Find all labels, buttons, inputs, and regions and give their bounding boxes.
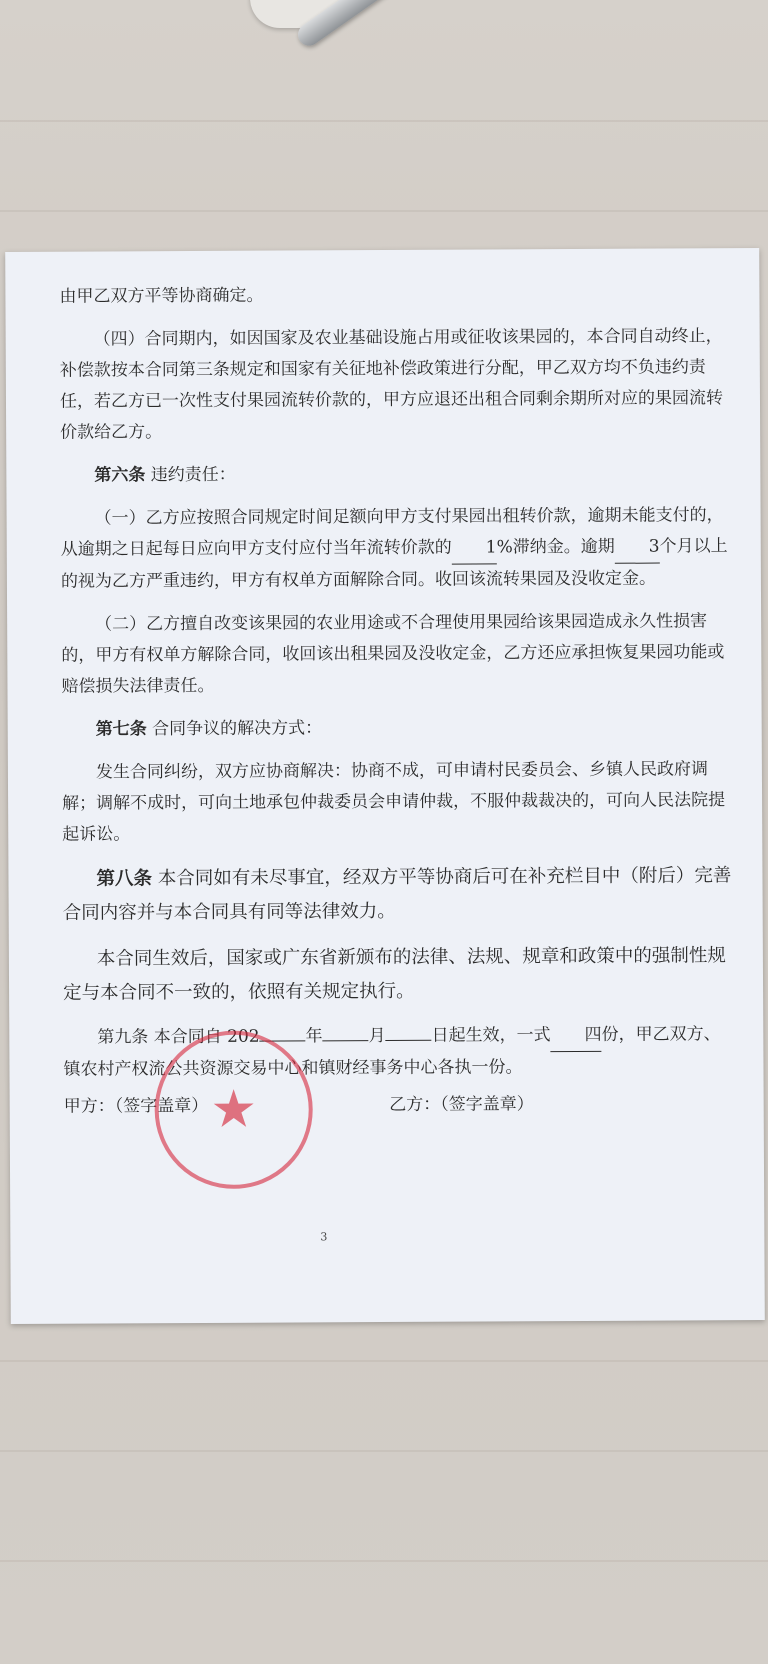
article-8 [62, 859, 732, 931]
red-star-seal-icon [154, 1030, 313, 1189]
month-blank [323, 1022, 369, 1041]
contract-page [5, 248, 765, 1324]
article-7-title: 第七条 [95, 719, 147, 740]
page-number: 3 [320, 1230, 328, 1244]
text-line-top: 由甲乙双方平等协商确定。 [59, 285, 264, 307]
contract-text [59, 278, 733, 1122]
article-7-heading [62, 711, 732, 746]
party-a-signature: 甲方：（签字盖章） [63, 1095, 209, 1117]
copies-count: 四 [550, 1020, 601, 1052]
article-8-title: 第八条 [96, 868, 153, 890]
overdue-months: 3 [615, 532, 660, 564]
article-7-clause: 发生合同纠纷，双方应协商解决：协商不成，可申请村民委员会、乡镇人民政府调解；调解不成时，可向土地承包仲裁委员会申请仲裁，不服仲裁裁决的，可向人民法院提起诉讼。 [62, 759, 726, 845]
article-6-clause-2: （二）乙方擅自改变该果园的农业用途或不合理使用果园给该果园造成永久性损害的，甲方有权单方解除合同，收回该出租果园及没收定金，乙方还应承担恢复果园功能或赔偿损失法律责任。 [61, 611, 725, 697]
article-6-heading [60, 457, 730, 492]
clause-4: （四）合同期内，如因国家及农业基础设施占用或征收该果园的，本合同自动终止，补偿款按本合同第三条规定和国家有关征地补偿政策进行分配，甲乙双方均不负违约责任，若乙方已一次性支付果园流转价款的，甲方应退还出租合同剩余期所对应的果园流转价款给乙方。 [59, 326, 724, 443]
article-6-text: 违约责任： [150, 464, 236, 486]
party-b-signature: 乙方：（签字盖章） [389, 1094, 534, 1115]
seal-star-icon: ★ [210, 1079, 258, 1140]
effective-clause: 本合同生效后，国家或广东省新颁布的法律、法规、规章和政策中的强制性规定与本合同不一致的，依照有关规定执行。 [63, 945, 726, 1004]
late-fee-rate: 1 [452, 532, 497, 564]
article-6-clause-1: （一）乙方应按照合同规定时间足额向甲方支付果园出租转价款，逾期未能支付的，从逾期之日起每日应向甲方支付应付当年流转价款的 1%滞纳金。逾期 3个月以上的视为乙方严重违约，甲方有权单方面解除合同。收回该流转果园及没收定金。 [60, 505, 728, 592]
article-8-text: 本合同如有未尽事宜，经双方平等协商后可在补充栏目中（附后）完善合同内容并与本合同具有同等法律效力。 [62, 865, 732, 924]
article-9: 第九条 本合同自 202 年 月 日起生效，一式 四份，甲乙双方、镇农村产权流公共资源交易中心和镇财经事务中心各执一份。 [63, 1019, 733, 1086]
article-6-title: 第六条 [94, 465, 146, 486]
article-7-text: 合同争议的解决方式： [152, 718, 323, 740]
day-blank [386, 1022, 432, 1041]
